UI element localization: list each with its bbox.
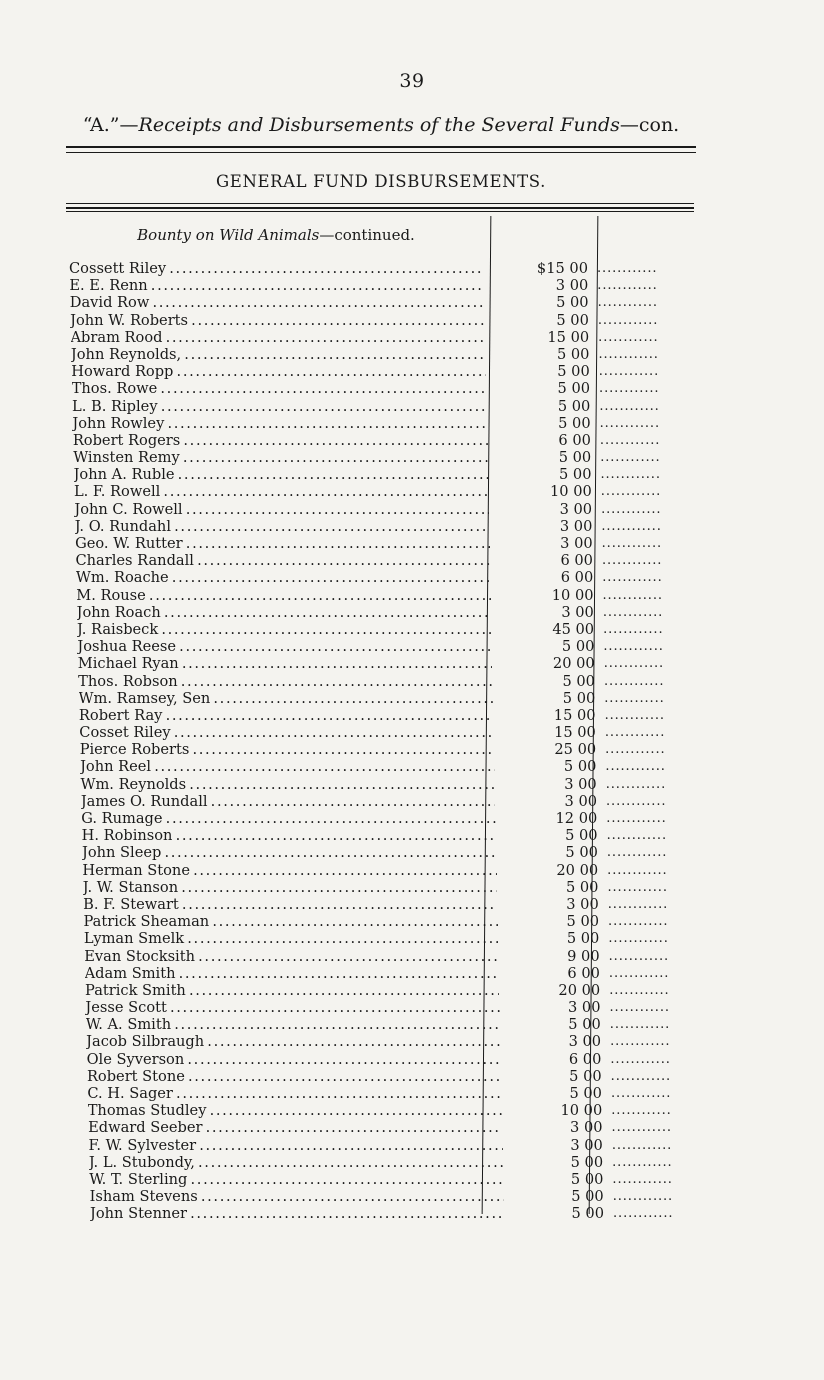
table-top-rule-lower [66,211,694,212]
payee-name: Edward Seeber . . . [88,1119,502,1136]
payee-name: W. A. Smith . . . [86,1016,500,1033]
amount: 10 00 [551,586,594,604]
amount: 15 00 [553,706,596,724]
blank-column-dots: ............ [608,914,669,930]
blank-column-dots: ............ [607,896,669,912]
amount: 5 00 [556,345,590,363]
amount: 5 00 [569,1085,602,1102]
amount: 3 00 [559,517,593,535]
amount: 15 00 [554,724,596,742]
table-row [0,398,824,415]
payee-name: B. F. Stewart . . . [83,896,497,913]
table-row [0,673,824,690]
amount: 5 00 [557,397,591,415]
blank-column-dots: ............ [597,295,658,311]
payee-name: John C. Rowell . . . [74,501,489,518]
amount: 20 00 [558,981,601,999]
payee-name: H. Robinson . . . [82,827,496,844]
table-row [0,432,824,449]
amount: 5 00 [566,913,600,931]
table-top-rule-thick [66,207,694,209]
blank-column-dots: ............ [612,1189,674,1205]
table-row [0,604,824,621]
table-row [0,260,824,277]
blank-column-dots: ............ [602,570,663,586]
table-row [0,776,824,793]
table-row [0,879,824,896]
table-row [0,999,824,1016]
subheading-suffix: —continued. [319,226,415,244]
amount: 5 00 [570,1153,604,1171]
page-number: 39 [399,70,425,92]
blank-column-dots: ............ [608,931,669,947]
payee-name: James O. Rundall . . . [81,793,495,810]
table-row [0,965,824,982]
payee-name: Cosset Riley . . . [79,724,494,741]
payee-name: J. W. Stanson . . . [83,879,497,896]
table-row [0,294,824,311]
payee-name: Howard Ropp . . . [71,363,486,380]
blank-column-dots: ............ [598,329,659,345]
amount: 5 00 [561,638,595,656]
payee-name: G. Rumage . . . [81,810,495,827]
table-row [0,552,824,569]
payee-name: Robert Stone . . . [87,1068,501,1085]
table-row [0,1102,824,1119]
table-row [0,913,824,930]
payee-name: Cossett Riley . . . [69,260,484,277]
blank-column-dots: ............ [601,501,662,517]
payee-name: Charles Randall . . . [75,552,490,569]
payee-name: Joshua Reese . . . [77,638,492,655]
blank-column-dots: ............ [608,965,670,981]
amount: 5 00 [557,363,590,381]
blank-column-dots: ............ [613,1206,674,1222]
payee-name: M. Rouse . . . [76,587,491,604]
table-row [0,948,824,965]
table-row [0,741,824,758]
amount: 3 00 [570,1136,603,1154]
blank-column-dots: ............ [611,1120,672,1136]
header-rule-thick [66,146,696,148]
amount: 20 00 [556,861,599,879]
blank-column-dots: ............ [610,1034,671,1050]
table-row [0,1016,824,1033]
blank-column-dots: ............ [601,553,663,569]
amount: 3 00 [568,1033,602,1051]
amount: 12 00 [555,810,598,827]
amount: 10 00 [550,483,592,501]
table-row [0,638,824,655]
blank-column-dots: ............ [606,828,667,844]
amount: 5 00 [568,1016,601,1034]
payee-name: Evan Stocksith . . . [84,948,498,965]
table-row [0,1085,824,1102]
blank-column-dots: ............ [600,484,662,500]
table-subheading [66,226,486,244]
blank-column-dots: ............ [603,656,665,672]
amount: 10 00 [560,1102,603,1120]
amount: 5 00 [566,930,600,948]
blank-column-dots: ............ [612,1154,673,1170]
blank-column-dots: ............ [597,261,658,276]
table-row [0,844,824,861]
payee-name: Herman Stone . . . [82,862,496,879]
amount: 5 00 [558,449,592,467]
blank-column-dots: ............ [603,673,665,689]
table-row [0,312,824,329]
running-head-title: Receipts and Disbursements of the Several Funds [138,114,620,136]
payee-name: J. O. Rundahl . . . [75,518,490,535]
blank-column-dots: ............ [607,862,668,878]
table-row [0,363,824,380]
table-row [0,501,824,518]
payee-name: Lyman Smelk . . . [84,930,498,947]
amount: 6 00 [567,964,600,982]
blank-column-dots: ............ [601,518,662,534]
payee-name: Isham Stevens . . . [90,1188,504,1205]
table-row [0,930,824,947]
amount: 15 00 [547,328,590,346]
table-row [0,1068,824,1085]
blank-column-dots: ............ [597,312,659,328]
table-row [0,483,824,500]
amount: $15 00 [536,260,588,277]
table-row [0,535,824,552]
blank-column-dots: ............ [604,690,665,706]
payee-name: F. W. Sylvester . . . [88,1137,502,1154]
payee-name: Ole Syverson . . . [87,1051,501,1068]
blank-column-dots: ............ [610,1068,672,1084]
blank-column-dots: ............ [599,432,661,448]
blank-column-dots: ............ [606,793,667,809]
amount: 5 00 [558,466,592,484]
amount: 5 00 [563,758,597,776]
blank-column-dots: ............ [610,1086,672,1101]
amount: 5 00 [565,878,599,896]
payee-name: Abram Rood . . . [71,329,486,346]
amount: 3 00 [564,775,597,793]
payee-name: Thomas Studley . . . [88,1102,502,1119]
payee-name: John Sleep . . . [82,844,496,861]
subheading-title: Bounty on Wild Animals [137,226,320,244]
amount: 3 00 [561,603,594,621]
blank-column-dots: ............ [609,1017,671,1033]
payee-name: John Roach . . . [77,604,492,621]
amount: 5 00 [556,294,589,312]
table-row [0,827,824,844]
blank-column-dots: ............ [609,982,670,998]
running-head-prefix: “A.”— [82,114,139,136]
payee-name: J. L. Stubondy, . . . [89,1154,503,1171]
blank-column-dots: ............ [601,536,663,551]
amount: 3 00 [566,895,599,913]
amount: 6 00 [558,431,591,449]
payee-name: Thos. Robson . . . [78,673,493,690]
payee-name: C. H. Sager . . . [87,1085,501,1102]
table-row [0,329,824,346]
payee-name: J. Raisbeck . . . [77,621,492,638]
blank-column-dots: ............ [605,776,667,792]
payee-name: Winsten Remy . . . [73,449,488,466]
payee-name: John Reel . . . [80,758,494,775]
amount: 5 00 [571,1205,604,1223]
payee-name: Pierce Roberts . . . [80,741,494,758]
table-row [0,1188,824,1205]
table-row [0,1119,824,1136]
disbursement-list [0,260,824,1223]
table-row [0,415,824,432]
running-head-suffix: —con. [619,114,680,136]
payee-name: E. E. Renn . . . [69,277,484,294]
payee-name: Jesse Scott . . . [85,999,499,1016]
table-row [0,277,824,294]
table-row [0,655,824,672]
table-row [0,1205,824,1222]
table-row [0,1137,824,1154]
blank-column-dots: ............ [606,811,667,826]
amount: 3 00 [570,1119,603,1137]
payee-name: W. T. Sterling . . . [89,1171,503,1188]
amount: 6 00 [568,1050,602,1068]
amount: 5 00 [557,380,591,398]
amount: 25 00 [554,741,597,759]
payee-name: Robert Rogers . . . [73,432,488,449]
blank-column-dots: ............ [598,346,659,362]
payee-name: Patrick Smith . . . [85,982,499,999]
table-row [0,346,824,363]
table-row [0,518,824,535]
table-row [0,380,824,397]
amount: 6 00 [560,569,594,587]
table-row [0,707,824,724]
payee-name: John Rowley . . . [72,415,487,432]
blank-column-dots: ............ [603,621,664,637]
table-row [0,793,824,810]
table-top-rule [66,203,694,204]
running-head [66,114,696,136]
table-row [0,621,824,638]
blank-column-dots: ............ [599,398,660,414]
payee-name: John Reynolds, . . . [71,346,486,363]
blank-column-dots: ............ [600,450,661,466]
table-row [0,758,824,775]
table-row [0,1154,824,1171]
amount: 3 00 [564,792,598,810]
table-row [0,449,824,466]
amount: 5 00 [556,311,589,329]
amount: 5 00 [571,1188,604,1206]
blank-column-dots: ............ [605,742,666,758]
payee-name: Thos. Rowe . . . [72,380,487,397]
blank-column-dots: ............ [607,879,668,895]
amount: 45 00 [552,620,595,638]
blank-column-dots: ............ [606,845,668,861]
payee-name: David Row . . . [70,294,485,311]
header-rule-thin [66,152,696,153]
payee-name: Robert Ray . . . [79,707,494,724]
payee-name: L. F. Rowell . . . [74,483,489,500]
payee-name: John A. Ruble . . . [74,466,489,483]
amount: 6 00 [560,552,593,570]
amount: 5 00 [565,827,598,845]
payee-name: Wm. Ramsey, Sen . . . [79,690,494,707]
amount: 3 00 [560,535,593,552]
blank-column-dots: ............ [610,1051,671,1067]
amount: 5 00 [562,672,595,690]
payee-name: Patrick Sheaman . . . [84,913,498,930]
payee-name: John W. Roberts . . . [70,312,485,329]
blank-column-dots: ............ [604,725,666,741]
table-row [0,569,824,586]
amount: 5 00 [558,414,591,432]
blank-column-dots: ............ [612,1171,673,1187]
blank-column-dots: ............ [598,364,660,380]
amount: 3 00 [555,277,589,295]
table-row [0,1051,824,1068]
blank-column-dots: ............ [611,1137,673,1153]
table-row [0,810,824,827]
payee-name: Michael Ryan . . . [78,655,493,672]
section-title: GENERAL FUND DISBURSEMENTS. [216,172,546,191]
blank-column-dots: ............ [599,381,660,397]
blank-column-dots: ............ [605,759,666,775]
blank-column-dots: ............ [597,278,658,294]
table-row [0,466,824,483]
table-row [0,1033,824,1050]
payee-name: L. B. Ripley . . . [72,398,487,415]
amount: 3 00 [568,999,601,1017]
payee-name: Wm. Reynolds . . . [80,776,494,793]
payee-name: Adam Smith . . . [85,965,499,982]
amount: 9 00 [567,947,600,965]
amount: 5 00 [562,689,596,707]
payee-name: Geo. W. Rutter . . . [75,535,490,552]
payee-name: John Stenner . . . [90,1205,504,1222]
blank-column-dots: ............ [600,467,661,483]
amount: 3 00 [559,500,593,518]
amount: 5 00 [569,1067,602,1085]
blank-column-dots: ............ [602,604,664,620]
blank-column-dots: ............ [611,1103,672,1119]
table-row [0,1171,824,1188]
amount: 5 00 [565,844,598,862]
table-row [0,587,824,604]
table-row [0,862,824,879]
table-row [0,690,824,707]
blank-column-dots: ............ [604,707,665,723]
table-row [0,896,824,913]
table-row [0,724,824,741]
payee-name: Jacob Silbraugh . . . [86,1033,500,1050]
blank-column-dots: ............ [609,1000,670,1016]
payee-name: Wm. Roache . . . [76,569,491,586]
blank-column-dots: ............ [608,948,670,964]
amount: 5 00 [570,1170,604,1188]
blank-column-dots: ............ [603,639,664,655]
blank-column-dots: ............ [602,587,663,603]
amount: 20 00 [552,655,595,673]
blank-column-dots: ............ [599,415,660,431]
table-row [0,982,824,999]
